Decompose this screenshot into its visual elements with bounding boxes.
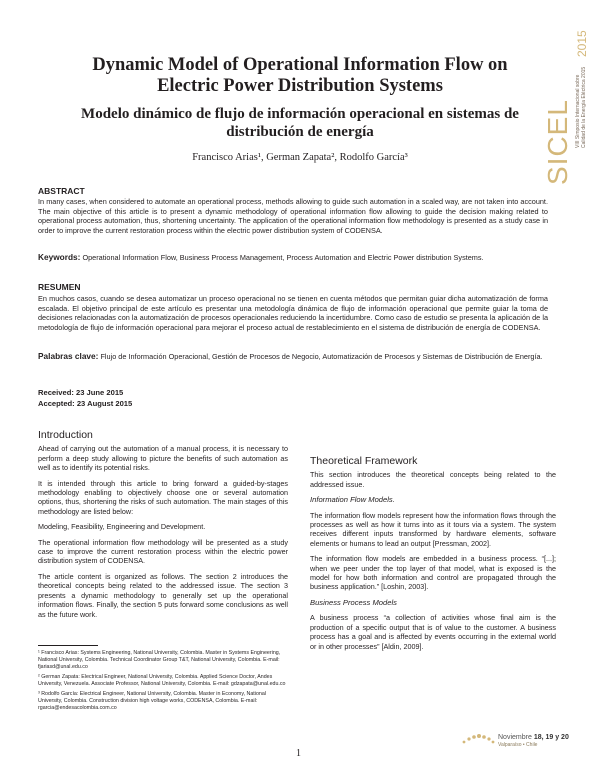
intro-paragraph-2: It is intended through this article to bring forward a guided-by-stages methodology enabling to objectively choose one or several automation options, thus, shortening the risks of such automation. The main stages of this methodology are listed below: [38, 478, 288, 516]
theoretical-intro: This section introduces the theoretical concepts being related to the addressed issue. [310, 470, 556, 489]
footnote-1: ¹ Francisco Arias: Systems Engineering, National University, Colombia. Master in Systems Engineering, National University, Colombia. Technical Coordinator Group T&T, National University, Colombia. E-mail: fjariasd@unal.edu.co [38, 650, 281, 670]
symposium-name [575, 48, 587, 148]
paper-title: Dynamic Model of Operational Information Flow on Electric Power Distribution Systems [92, 55, 508, 96]
intro-paragraph-3: Modeling, Feasibility, Engineering and Development. [38, 522, 206, 532]
author-list: Francisco Arias¹, German Zapata², Rodolfo García³ [192, 152, 408, 163]
palabras-clave [38, 352, 548, 362]
ifm-paragraph-2: The information flow models are embedded in a business process. “[...]; when we peer under the top layer of that model, what is exposed is the model for how both information and control are propagated through the business application.” [Loshin, 2003]. [310, 554, 556, 592]
event-dates [498, 734, 569, 741]
page-number: 1 [296, 748, 301, 759]
footnote-rule [38, 645, 98, 646]
symposium-line-2: Calidad de la Energía Eléctrica 2015 [581, 66, 587, 148]
palabras-clave-text: Flujo de Información Operacional, Gestión de Procesos de Negocio, Automatización de Procesos y Sistemas de Distribución de Energía. [100, 352, 543, 361]
paper-subtitle: Modelo dinámico de flujo de información operacional en sistemas de distribución de energía [81, 106, 519, 140]
resumen-text: En muchos casos, cuando se desea automatizar un proceso operacional no se tienen en cuenta métodos que permitan guiar dicha automatización de forma escalada. El objetivo principal de este artículo es presentar una metodología dinámica de flujo de información operacional que permite guiar la toma de decisiones relacionadas con la automatización de procesos operacionales reduciendo la incertidumbre. Como caso de estudio se presenta la aplicación de la metodología de flujo de información operacional para mejorar el proceso actual de restablecimiento en el sistema de distribución de energía de CODENSA. [38, 294, 548, 332]
footnote-2: ² German Zapata: Electrical Engineer, National University, Colombia. Applied Science Doctor, Andes University, Venezuela. Associate Professor, National University, Colombia. E-mail: gdzapata@unal.edu.co [38, 674, 286, 687]
ifm-paragraph-1: The information flow models represent how the information flows through the processes as well as how it turns into as it tours via a system. The system receives different inputs transformed by hardware elements, software elements or humans to lead an output [Pressman, 2002]. [310, 510, 556, 548]
event-month: Noviembre [498, 734, 532, 741]
accepted-date: Accepted: 23 August 2015 [38, 399, 133, 408]
event-days: 18, 19 y 20 [533, 734, 569, 741]
footnote-3: ³ Rodolfo García: Electrical Engineer, National University, Colombia. Master in Economy, National University, Colombia. Construction division high voltage works, CODENSA, Colombia. E-mail: rgarcia@endesacolombia.com.co [38, 691, 266, 711]
event-place: Valparaíso • Chile [498, 742, 538, 748]
abstract-heading: ABSTRACT [38, 186, 85, 196]
abstract-text: In many cases, when considered to automate an operational process, methods allowing to guide such automation in a scaled way, are not taken into account. The main objective of this article is to present a dynamic methodology of operational information flow allowing to guide the decision making related to operational process automation, thus, shortening uncertainty. The application of the operational information flow methodology is presented as a study case in order to improve the current restoration process within the electric power distribution system of CODENSA. [38, 197, 548, 235]
keywords-text: Operational Information Flow, Business Process Management, Process Automation and Electric Power distribution Systems. [82, 253, 484, 262]
business-process-heading: Business Process Models [310, 597, 397, 607]
intro-paragraph-4: The operational information flow methodology will be presented as a study case to improve the current restoration process within the electric power distribution system of CODENSA. [38, 537, 288, 566]
intro-paragraph-1: Ahead of carrying out the automation of a manual process, it is necessary to perform a deep study allowing to picture the benefits of such automation as well as to identify its potential risks. [38, 444, 288, 473]
introduction-heading: Introduction [38, 429, 93, 441]
received-date: Received: 23 June 2015 [38, 388, 124, 397]
sicel-dots-icon [460, 726, 496, 748]
keywords [38, 253, 548, 263]
sicel-logo-text: SICEL [542, 99, 573, 185]
intro-paragraph-5: The article content is organized as follows. The section 2 introduces the theoretical concepts being related to the addressed issue. The section 3 presents a dynamic methodology to generally set up the operational information flows. Finally, the section 5 puts forward some conclusions as well as the future work. [38, 571, 288, 619]
palabras-clave-label: Palabras clave: [38, 351, 99, 361]
theoretical-heading: Theoretical Framework [310, 455, 418, 467]
information-flow-heading: Information Flow Models. [310, 495, 395, 505]
right-column [310, 425, 556, 657]
resumen-heading: RESUMEN [38, 282, 81, 292]
bp-paragraph-1: A business process “a collection of activities whose final aim is the production of a specific output that is of value to the customer. A business process has a goal and is affected by events occurring in the external world or in other processes” [Aldin, 2009]. [310, 613, 556, 651]
left-column [38, 431, 288, 625]
symposium-line-1: VIII Simposio Internacional sobre [575, 74, 581, 148]
keywords-label: Keywords: [38, 252, 81, 262]
conference-year: 2015 [575, 30, 589, 57]
footnotes [38, 650, 288, 715]
